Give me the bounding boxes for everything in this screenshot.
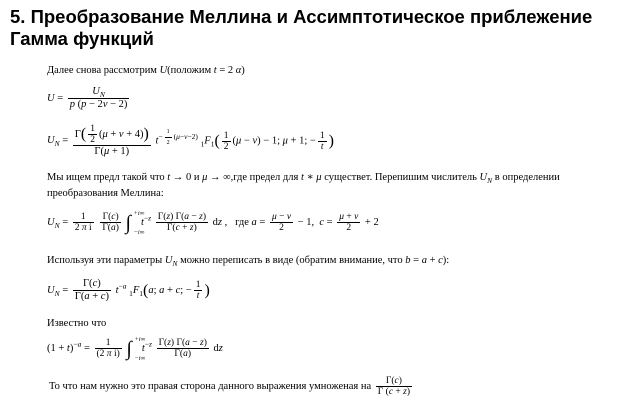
equation-binomial: $(1 + t)^{-a}$ = $\frac{1}{\text{(2 π i)}}$ ∫ +i∞ −i∞ $t^{-z}$ $\frac{\Gamma(z) \Gamma(a - z)}{\Gamma(a)}$ dz: [47, 335, 223, 362]
paragraph-limit: Мы ищем предл такой что t → 0 и μ → ∞,где предел для t ∗ μ существет. Перепишим числитель $U_N$ в определении преобразования Меллина:: [47, 172, 560, 199]
paragraph-final: То что нам нужно это правая сторона данного выражения умноженая на $\frac{\Gamma(c)}{\Gamma (c + z)}$: [49, 376, 411, 397]
intro-line: Далее снова рассмотрим U(положим t = 2 α): [47, 65, 245, 76]
equation-hypergeometric: $U_N$ = $\frac{\Gamma(c)}{\Gamma(a + c)}$ $t^{-a}$ $_1F_1(a$; a + c; − $\frac{1}{t}$ ): [47, 278, 210, 302]
paragraph-known: Известно что: [47, 318, 107, 329]
page-title: 5. Преобразование Меллина и Ассимптотическое приблежение Гамма функций: [10, 6, 593, 49]
paragraph-using: Используя эти параметры $U_N$ можно переписать в виде (обратим внимание, что b = a + c):: [47, 255, 450, 269]
equation-un: $U_N$ = Γ( $\frac{1}{2}$ (μ + ν + 4)) Γ(μ + 1) $t^{- \frac{1}{2} (\mu-\nu-2)}$ $_1F_1$( $\frac{1}{2}$ (μ − ν) − 1; μ + 1; − $\frac{1}{t}$ ): [47, 124, 334, 157]
equation-mellin: $U_N$ = $\frac{1}{\text{2 π i}}$ $\frac{\Gamma(c)}{\Gamma(a)}$ ∫ +i∞ −i∞ $t^{-z}$ $\frac{\Gamma(z) \Gamma(a - z)}{\Gamma(c + z)}$ dz , где a = $\frac{\mu - \nu}{2}$ − 1, c = $\frac{\mu + \nu}{2}$ + 2: [47, 209, 379, 236]
equation-u: U = $\frac{U_N}{p (p - 2\nu - 2)}$: [47, 86, 128, 110]
